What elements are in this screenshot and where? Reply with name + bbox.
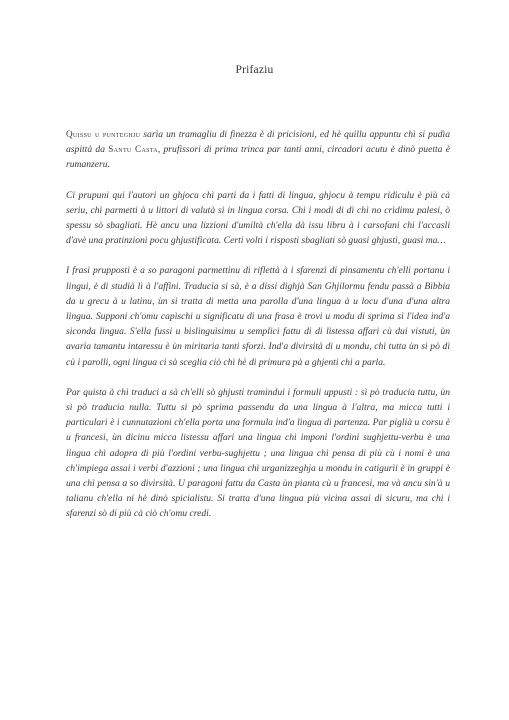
page-title: Prifaziu [235,64,274,76]
paragraph-1-text-b: , prufissori di prima trinca par tanti anni, circadori acutu è dinò puetta è rumanzeru. [66,144,450,171]
paragraph-3: I frasi prupposti è a so paragoni parmettinu di riflettà à i sfarenzi di pinsamentu ch'elli portanu i lingui, è di studià lì à l'affini. Traducia si sà, è a dissi dighjà San Ghjilormu fendu passà a Bìbbia da u grecu à u latinu, ùn si tratta di metta una parolla d'una lingua à u locu d'una d'una altra lingua. Supponi ch'omu capìschi u significatu di una frasa è trovi u modu di sprima sì l'idea ind'a siconda lingua. S'ella fussi u bislinguìsimu u semplici fattu di di listessa affari cù dui vistuti, ùn avarìa tamantu intaressu è ùn miritarìa tanti sforzi. Ind'a divirsità di u mondu, chì tutta ùn si pò dì cù i parolli, ogni lingua ci sà sceglia ciò chì hè di primura pà a ghjenti chì a parla. [66,265,450,368]
paragraph-2: Ci prupuni qui l'autori un ghjocu chì parti da i fatti di lingua, ghjocu à tempu ridiculu è più cà seriu, chì parmetti à u littori di valutà sì in lingua corsa. Chì i modi di dì chì no crìdimu palesi, ò spessu sò sbagliati. Hè ancu una lizzioni d'umiltà ch'ella dà issu libru à i carsofani chì l'accasli d'avè una pratinzioni pocu ghjustificata. Certi volti i risposti sbagliati sò guasi ghjusti, guasi ma… [66,189,450,247]
preface-body [66,127,450,537]
paragraph-1-text-a: sarìa un tramagliu di finezza è di pricisioni, ed hè quillu appuntu chì si pudìa aspittà da [66,129,450,156]
paragraph-1 [66,127,450,173]
author-name-small-caps: Santu Casta [108,144,158,155]
paragraph-4: Par quista à chì traduci a sà ch'elli sò ghjusti tramindui i formuli uppusti : sì pò traducia tuttu, ùn sì pò traducia nulla. Tuttu sì pò sprima passendu da una lingua à l'altra, ma micca tutti i particulari è i cunnutazioni ch'ella porta una formula ind'a lingua di partenza. Par piglià u corsu è u francesi, ùn dicinu micca listessu affari una lingua chì imponi l'ordini sughjettu-verbu è una lingua chì adopra di più l'ordini verbu-sughjettu ; una lingua chì pensa di più cù i nomi è una ch'impiega assai i verbi d'azzioni ; una lingua chì urganizzeghja u mondu in catigurìi è in gruppi è una chì pensa a so divirsità. U paragoni fattu da Casta ùn pianta cù u francesi, ma và ancu sin'à u talianu ch'ella ni hè dinò spicialistu. Si tratta d'una lingua più vicina assai di sicuru, ma chì i sfarenzi sò di più cà ciò ch'omu credi. [66,386,450,520]
lead-small-caps: Quissu u punteghju [66,129,141,139]
